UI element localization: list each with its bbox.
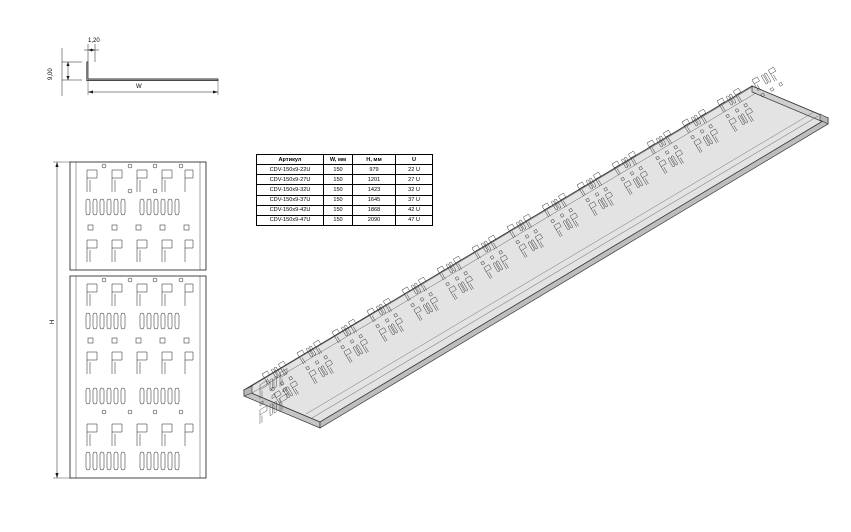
cell-height: 979 [353,165,396,175]
col-height: H, мм [353,155,396,165]
cell-article: CDV-150x9-32U [257,185,324,195]
cell-article: CDV-150x9-22U [257,165,324,175]
cell-height: 1423 [353,185,396,195]
cell-article: CDV-150x9-37U [257,195,324,205]
cell-units: 22 U [396,165,433,175]
table-row [257,175,433,185]
cell-article: CDV-150x9-47U [257,215,324,225]
cell-width: 150 [324,175,353,185]
col-article: Артикул [257,155,324,165]
cell-width: 150 [324,205,353,215]
cell-width: 150 [324,165,353,175]
cell-height: 1868 [353,205,396,215]
cell-units: 27 U [396,175,433,185]
table-row [257,215,433,225]
specification-table [256,154,433,226]
front-view [53,162,206,478]
col-width: W, мм [324,155,353,165]
front-view-segment-top [70,162,206,270]
dim-section-height-label: 9,00 [48,68,54,80]
table-row [257,195,433,205]
dim-overall-height-label: H [50,319,56,324]
table-header-row [257,155,433,165]
cell-units: 32 U [396,185,433,195]
cell-units: 42 U [396,205,433,215]
cell-width: 150 [324,195,353,205]
dim-width-label: W [136,84,142,90]
table-row [257,205,433,215]
table-row [257,165,433,175]
cell-height: 2090 [353,215,396,225]
cell-article: CDV-150x9-42U [257,205,324,215]
dim-thickness-label: 1,20 [88,38,100,44]
cell-width: 150 [324,215,353,225]
cell-height: 1645 [353,195,396,205]
cell-units: 47 U [396,215,433,225]
cell-height: 1201 [353,175,396,185]
col-units: U [396,155,433,165]
cell-width: 150 [324,185,353,195]
table-row [257,185,433,195]
cell-article: CDV-150x9-27U [257,175,324,185]
cell-units: 37 U [396,195,433,205]
isometric-view [244,67,828,428]
front-view-segment-bottom [70,276,206,478]
